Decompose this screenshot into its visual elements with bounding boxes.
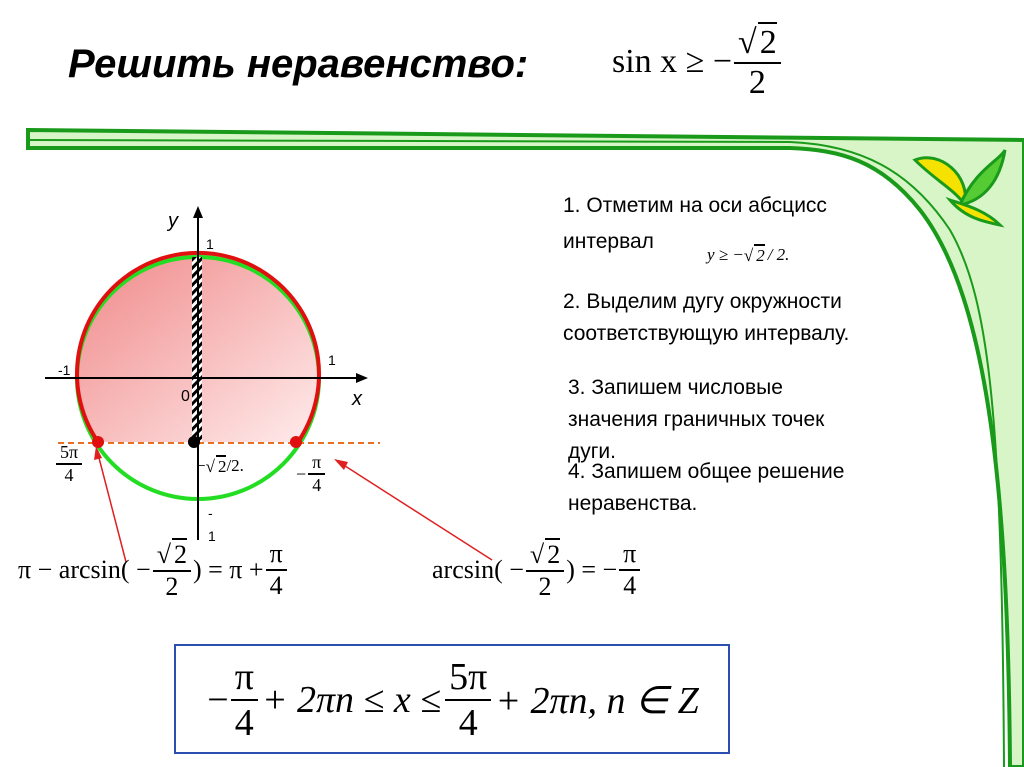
formula-right-num2: π bbox=[623, 539, 637, 568]
formula-right-den2: 4 bbox=[619, 569, 640, 601]
x-pos-label: 1 bbox=[328, 352, 336, 368]
answer-num2: 5π bbox=[449, 656, 488, 698]
formula-left-num2: π bbox=[269, 539, 283, 568]
formula-right-sqrt: 2 bbox=[547, 540, 561, 569]
formula-left-pre: π − arcsin( − bbox=[18, 555, 151, 584]
y-axis-arrow-icon bbox=[193, 206, 203, 218]
formula-right-mid: ) = − bbox=[566, 555, 618, 584]
level-point bbox=[188, 436, 200, 448]
right-point-label bbox=[296, 452, 323, 496]
inequality-fraction: $\frac{√2}{2}$ bbox=[736, 22, 779, 102]
right-point-sign: − bbox=[296, 463, 307, 484]
step-3-line-3: дуги. bbox=[568, 440, 616, 463]
answer-tail: + 2πn, n ∈ Z bbox=[495, 679, 699, 722]
interval-post: / 2. bbox=[767, 245, 790, 264]
arrow-right-head-icon bbox=[334, 459, 348, 470]
step-1-line-1: 1. Отметим на оси абсцисс bbox=[563, 194, 827, 217]
origin-label: 0 bbox=[181, 388, 190, 405]
formula-left-mid: ) = π + bbox=[192, 555, 264, 584]
x-axis-label: x bbox=[352, 388, 362, 410]
inequality-sqrt-arg: 2 bbox=[759, 24, 777, 61]
answer-formula bbox=[180, 652, 726, 748]
left-boundary-point bbox=[92, 436, 104, 448]
page-title: Решить неравенство: bbox=[68, 42, 529, 86]
interval-expression: y ≥ − √ 2 / 2. bbox=[707, 245, 790, 265]
left-point-label bbox=[58, 442, 80, 486]
left-point-num: 5π bbox=[60, 442, 79, 462]
formula-right: arcsin( − $\frac{√ 2}{2}$ ) = − $\frac{\pi}{4}$ bbox=[432, 538, 638, 602]
y-axis-label: y bbox=[168, 210, 178, 232]
step-3-line-2: значения граничных точек bbox=[568, 408, 825, 431]
level-label-post: /2. bbox=[226, 456, 244, 475]
interval-sqrt: 2 bbox=[756, 246, 765, 265]
formula-left-sqrt: 2 bbox=[173, 540, 187, 569]
left-point-den: 4 bbox=[56, 463, 82, 486]
right-point-den: 4 bbox=[308, 473, 325, 496]
formula-left-den2: 4 bbox=[266, 569, 287, 601]
step-4-line-1: 4. Запишем общее решение bbox=[568, 460, 845, 483]
formula-left: π − arcsin( − $\frac{√ 2}{2}$ ) = π + $\frac{\pi}{4}$ bbox=[18, 538, 285, 602]
step-3-line-1: 3. Запишем числовые bbox=[568, 376, 783, 399]
level-label-sqrt: 2 bbox=[217, 457, 227, 476]
right-point-num: π bbox=[312, 452, 322, 472]
inequality-den: 2 bbox=[734, 62, 781, 102]
x-neg-label: -1 bbox=[58, 362, 71, 378]
formula-left-den: 2 bbox=[153, 570, 191, 602]
answer-den1: 4 bbox=[231, 699, 258, 745]
level-label: − √ 2 /2. bbox=[196, 456, 244, 476]
inequality-lhs: sin x ≥ − bbox=[612, 43, 733, 80]
formula-right-den: 2 bbox=[526, 570, 564, 602]
y-neg-label-b: 1 bbox=[208, 528, 216, 544]
y-neg-label-a: - bbox=[208, 505, 213, 521]
step-2-line-2: соответствующую интервалу. bbox=[563, 322, 850, 345]
answer-mid: + 2πn ≤ x ≤ bbox=[261, 679, 442, 721]
interval-pre: y ≥ − bbox=[707, 245, 744, 264]
answer-den2: 4 bbox=[445, 699, 491, 745]
x-axis-arrow-icon bbox=[356, 373, 368, 383]
step-2-line-1: 2. Выделим дугу окружности bbox=[563, 290, 842, 313]
level-label-pre: − bbox=[196, 456, 206, 475]
right-boundary-point bbox=[290, 436, 302, 448]
answer-num1: π bbox=[234, 656, 254, 698]
formula-right-pre: arcsin( − bbox=[432, 555, 524, 584]
y-pos-label: 1 bbox=[206, 236, 214, 252]
step-1-line-2: интервал bbox=[563, 230, 654, 253]
step-4-line-2: неравенства. bbox=[568, 492, 698, 515]
answer-sign: − bbox=[207, 679, 229, 721]
